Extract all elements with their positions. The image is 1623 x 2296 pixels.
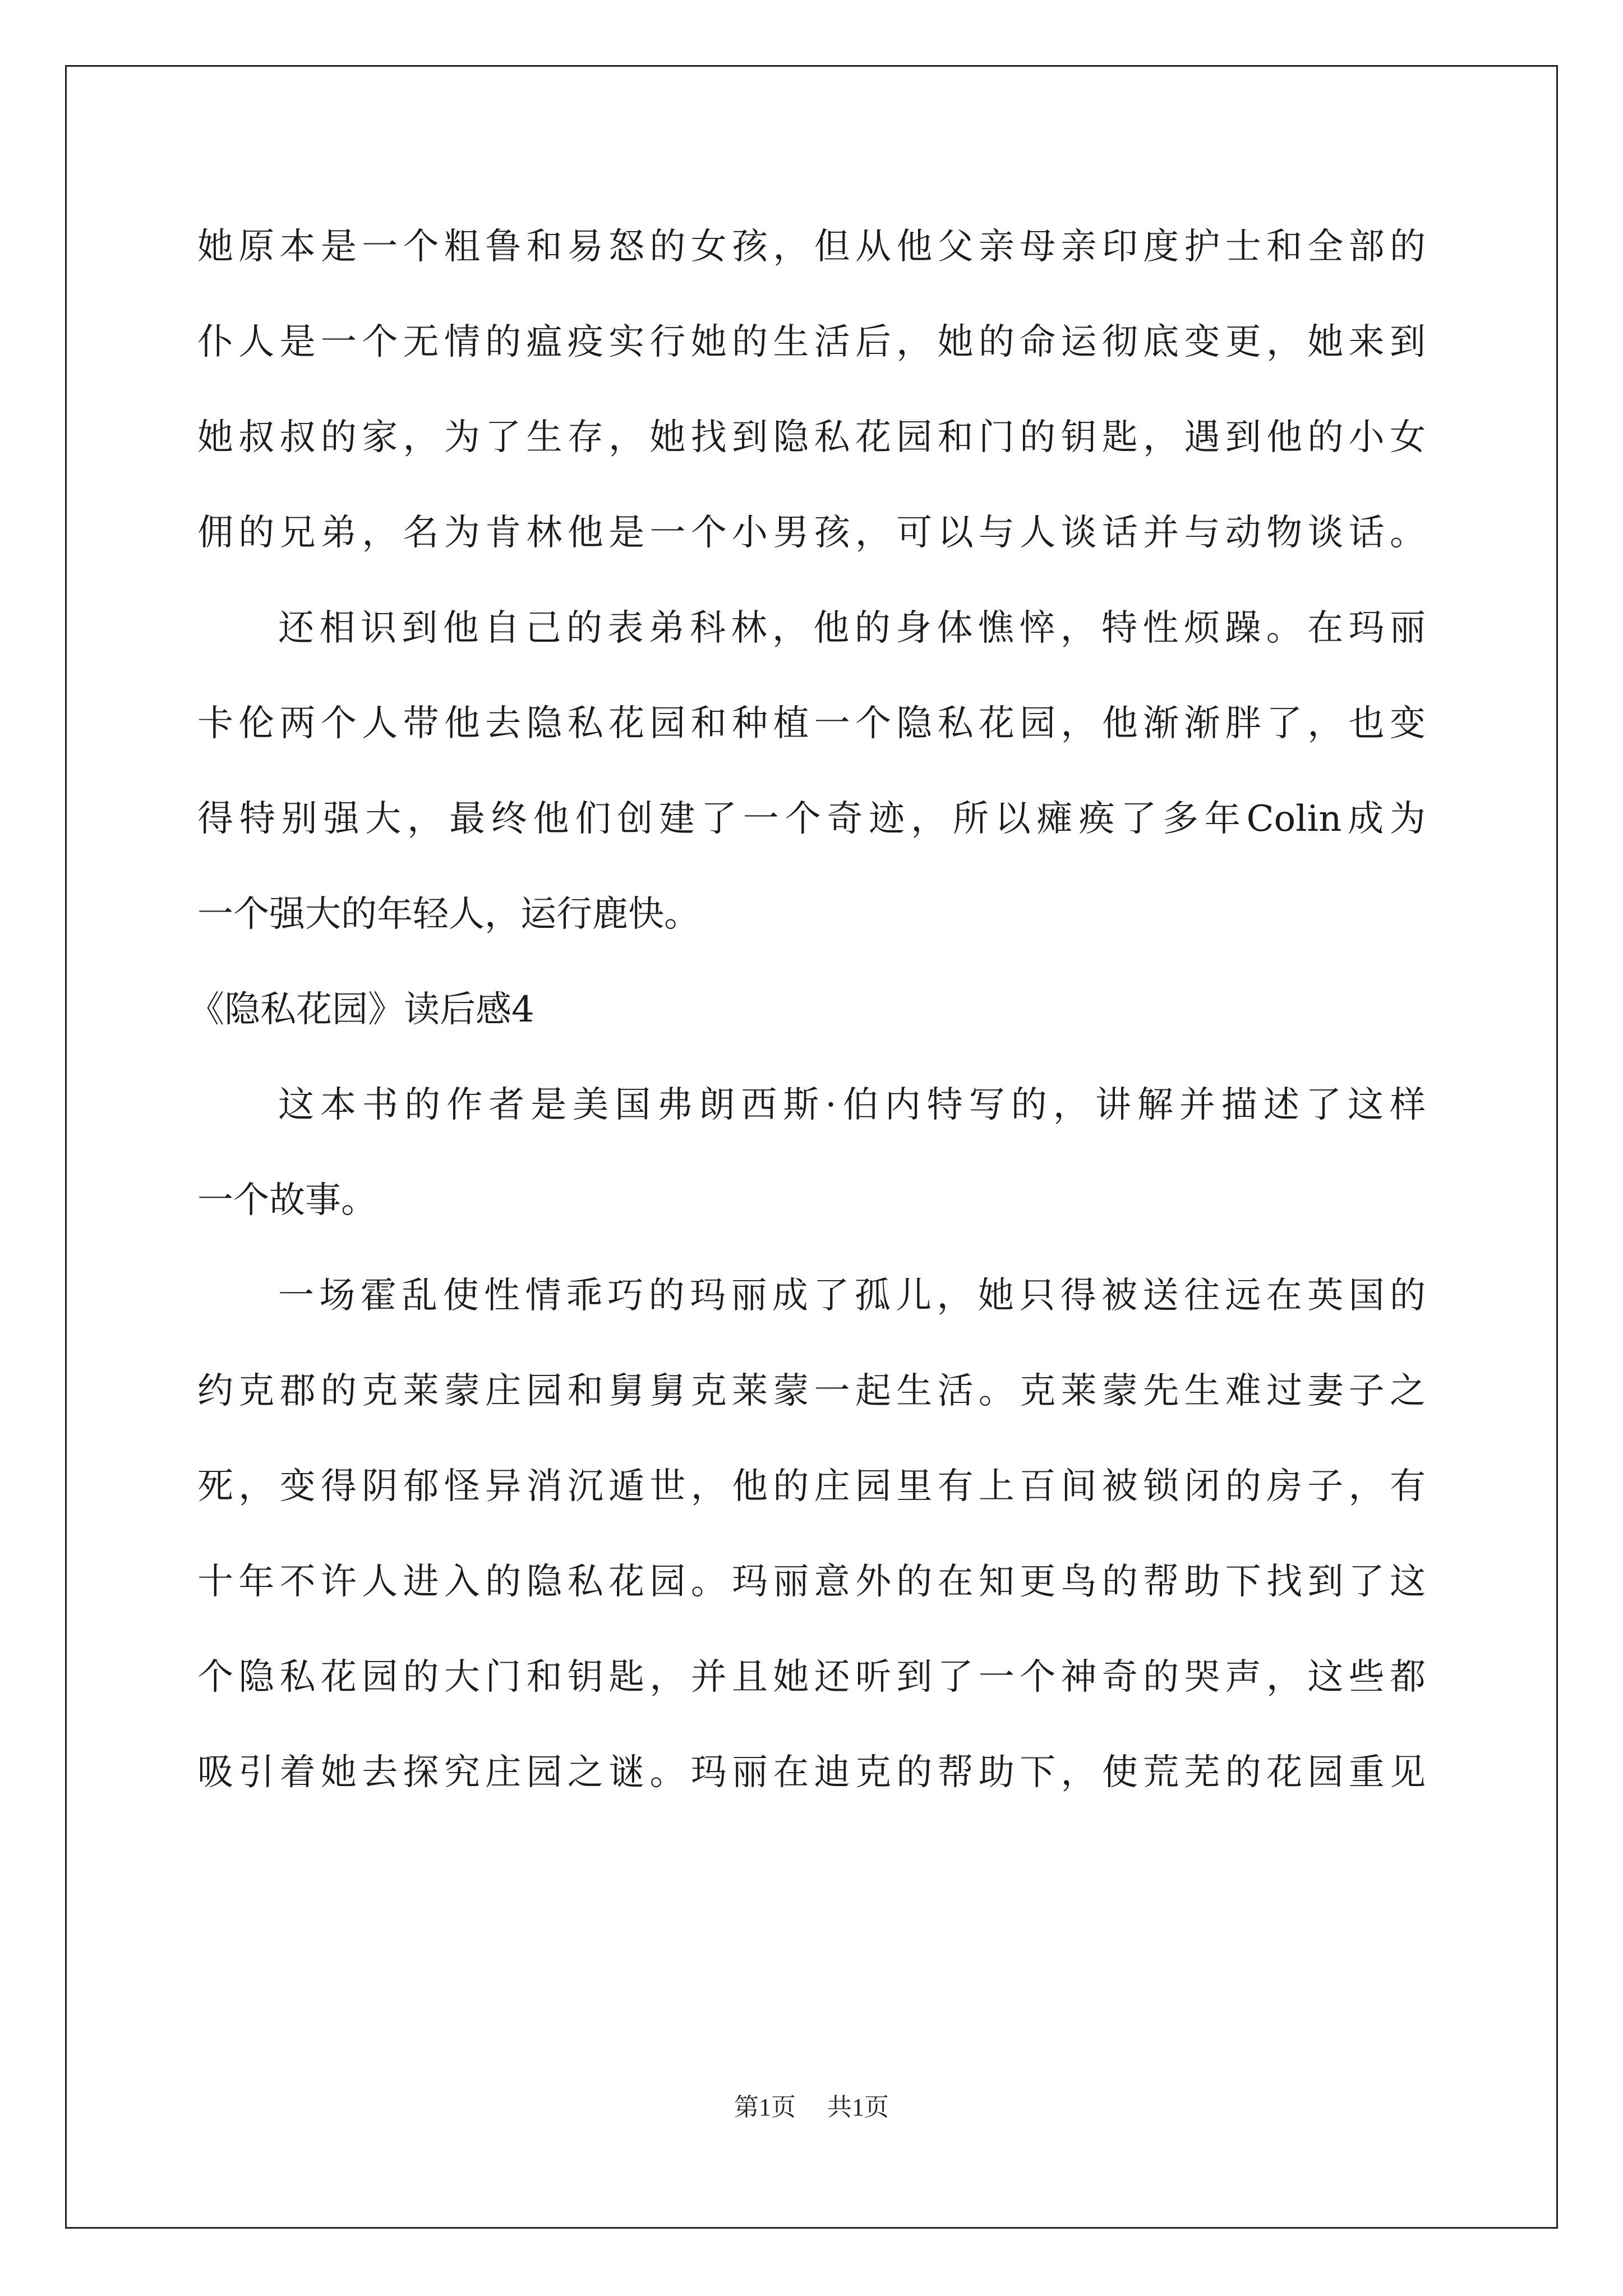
text-line: 这本书的作者是美国弗朗西斯·伯内特写的，讲解并描述了这样: [278, 1084, 1426, 1126]
text-line: 佣的兄弟，名为肯林他是一个小男孩，可以与人谈话并与动物谈话。: [197, 512, 1426, 554]
text-line: 她原本是一个粗鲁和易怒的女孩，但从他父亲母亲印度护士和全部的: [197, 226, 1426, 268]
paragraph-2: [197, 601, 1426, 983]
text-line: 得特别强大，最终他们创建了一个奇迹，所以瘫痪了多年Colin成为: [197, 798, 1426, 840]
paragraph-4: [197, 1269, 1426, 1841]
text-line: 一场霍乱使性情乖巧的玛丽成了孤儿，她只得被送往远在英国的: [278, 1275, 1426, 1317]
text-line: 一个故事。: [197, 1180, 377, 1221]
text-line: 仆人是一个无情的瘟疫实行她的生活后，她的命运彻底变更，她来到: [197, 321, 1426, 363]
text-line: 个隐私花园的大门和钥匙，并且她还听到了一个神奇的哭声，这些都: [197, 1657, 1426, 1698]
text-line: 还相识到他自己的表弟科林，他的身体憔悴，特性烦躁。在玛丽: [278, 608, 1426, 649]
text-line: 死，变得阴郁怪异消沉遁世，他的庄园里有上百间被锁闭的房子，有: [197, 1466, 1426, 1507]
section-heading: 《隐私花园》读后感4: [188, 989, 534, 1030]
text-line: 她叔叔的家，为了生存，她找到隐私花园和门的钥匙，遇到他的小女: [197, 417, 1426, 458]
page-footer: [0, 2087, 1623, 2123]
page-number: 第1页: [734, 2093, 796, 2121]
paragraph-1: [197, 220, 1426, 601]
text-line: 十年不许人进入的隐私花园。玛丽意外的在知更鸟的帮助下找到了这: [197, 1561, 1426, 1603]
document-body: [188, 220, 1426, 1841]
text-line: 约克郡的克莱蒙庄园和舅舅克莱蒙一起生活。克莱蒙先生难过妻子之: [197, 1370, 1426, 1412]
text-line: 一个强大的年轻人，运行鹿快。: [197, 894, 700, 935]
paragraph-3: [197, 1078, 1426, 1269]
text-line: 卡伦两个人带他去隐私花园和种植一个隐私花园，他渐渐胖了，也变: [197, 703, 1426, 744]
text-line: 吸引着她去探究庄园之谜。玛丽在迪克的帮助下，使荒芜的花园重见: [197, 1752, 1426, 1793]
page-total: 共1页: [827, 2093, 889, 2121]
